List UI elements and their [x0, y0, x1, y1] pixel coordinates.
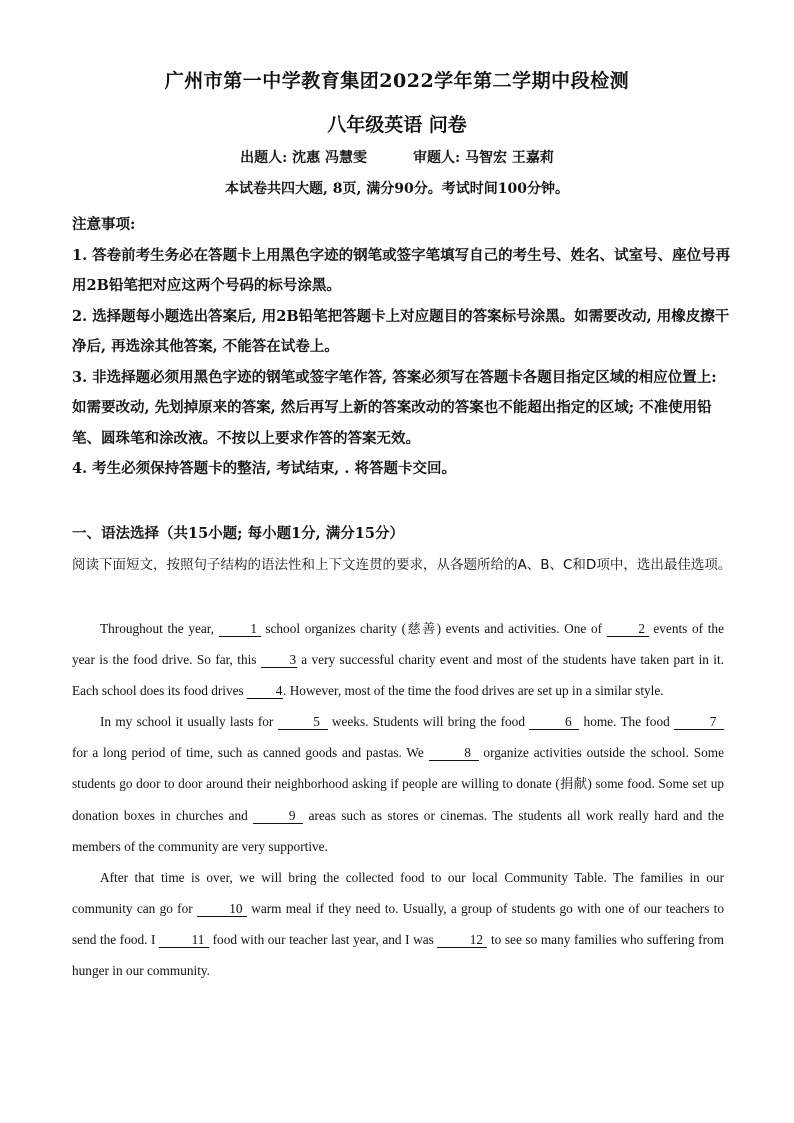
passage-text: food with our teacher last year, and I was — [212, 931, 434, 947]
notes-heading: 注意事项: — [72, 216, 136, 233]
blank-9: 9 — [253, 809, 303, 824]
passage-text: to see so many families who suffering from hunger in our community. — [72, 931, 725, 979]
reading-passage — [72, 613, 724, 986]
passage-text: events of the year is the food drive. So far, this — [72, 621, 724, 668]
blank-3: 3 — [261, 653, 297, 668]
passage-text: areas such as stores or cinemas. The students all work really hard and the members of the community are very supportive. — [72, 807, 725, 854]
passage-text: weeks. Students will bring the food — [331, 714, 525, 730]
note-item: 2. 选择题每小题选出答案后, 用2B铅笔把答题卡上对应题目的答案标号涂黑。如需要改动, 用橡皮擦干 — [72, 307, 730, 325]
passage-text: . However, most of the time the food drives are set up in a similar style. — [283, 683, 664, 699]
notes-section — [72, 210, 732, 485]
note-item: 1. 答卷前考生务必在答题卡上用黑色字迹的钢笔或签字笔填写自己的考生号、姓名、试室号、座位号再用2B铅笔把对应这两个号码的标号涂黑。 — [72, 246, 731, 294]
passage-text: school organizes charity (慈善) events and activities. One of — [265, 621, 603, 636]
section-instruction: 阅读下面短文，按照句子结构的语法性和上下文连贯的要求，从各题所给的A、B、C和D项中，选出最佳选项。 — [72, 557, 732, 573]
passage-text: Throughout the year, — [100, 621, 215, 636]
passage-text: organize activities outside the school. Some students go door to door around their neighborhood asking if people are willing to donate (捐献) some food. Some set up donation boxes in churches and — [72, 745, 724, 823]
passage-text: a very successful charity event and most of the students have taken part in it. Each school does its food drives — [72, 652, 725, 699]
note-item: 3. 非选择题必须用黑色字迹的钢笔或签字笔作答, 答案必须写在答题卡各题目指定区域的相应位置上: 如需要改动, 先划掉原来的答案, 然后再写上新的答案改动的答案也不能超出指定的区域; 不准使用铅笔、圆珠笔和涂改液。不按以上要求作答的答案无效。 — [72, 368, 717, 447]
exam-info: 本试卷共四大题, 8页, 满分90分。考试时间100分钟。 — [225, 181, 569, 197]
passage-text: After that time is over, we will bring the collected food to our local Community Table. The families in our community can go for — [72, 869, 724, 916]
blank-8: 8 — [429, 746, 479, 761]
passage-paragraph-1 — [72, 613, 724, 706]
passage-text: In my school it usually lasts for — [100, 714, 274, 730]
author-line — [0, 147, 794, 167]
exam-title: 广州市第一中学教育集团2022学年第二学期中段检测 — [164, 70, 630, 92]
passage-text: warm meal if they need to. Usually, a group of students go with one of our teachers to send the food. I — [72, 900, 725, 947]
section-title: 一、语法选择（共15小题; 每小题1分, 满分15分） — [72, 525, 404, 542]
blank-7: 7 — [674, 715, 724, 730]
blank-4: 4 — [247, 684, 283, 699]
blank-10: 10 — [197, 902, 247, 917]
passage-paragraph-3 — [72, 862, 724, 986]
blank-12: 12 — [437, 933, 487, 948]
blank-6: 6 — [529, 715, 579, 730]
note-item: 4. 考生必须保持答题卡的整洁, 考试结束, . 将答题卡交回。 — [72, 460, 456, 477]
passage-text: for a long period of time, such as canned goods and pastas. We — [72, 745, 424, 761]
passage-text: home. The food — [583, 714, 670, 730]
blank-2: 2 — [607, 622, 649, 637]
blank-5: 5 — [278, 715, 328, 730]
blank-11: 11 — [159, 933, 209, 948]
authors: 出题人: 沈惠 冯慧雯 — [240, 150, 367, 166]
note-item: 净后, 再选涂其他答案, 不能答在试卷上。 — [72, 338, 339, 355]
exam-subtitle: 八年级英语 问卷 — [327, 114, 467, 136]
passage-paragraph-2 — [72, 706, 724, 861]
reviewers: 审题人: 马智宏 王嘉莉 — [413, 150, 554, 166]
blank-1: 1 — [219, 622, 261, 637]
